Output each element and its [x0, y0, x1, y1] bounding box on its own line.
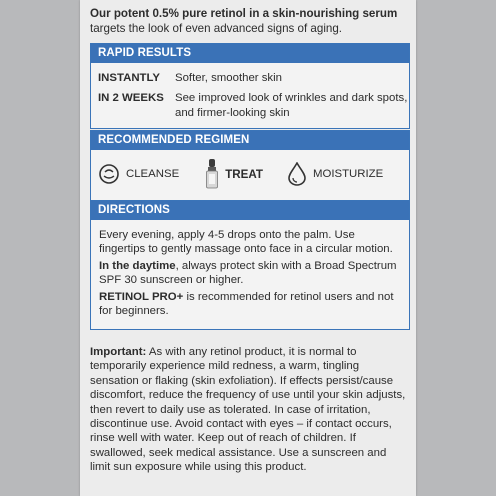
regimen-step-moisturize	[287, 162, 383, 186]
regimen-step-cleanse	[98, 163, 179, 185]
directions-para-1: Every evening, apply 4-5 drops onto the palm. Use fingertips to gently massage onto face in a circular motion.	[99, 229, 393, 255]
rapid-row-value: Softer, smoother skin	[175, 72, 282, 84]
directions-daytime-text: , always protect skin with a Broad Spectrum SPF 30 sunscreen or higher.	[99, 260, 397, 286]
rapid-row-value: See improved look of wrinkles and dark spots, and firmer-looking skin	[175, 92, 408, 119]
rapid-row-instantly	[91, 71, 409, 86]
rapid-row-key: INSTANTLY	[98, 72, 161, 84]
directions-para-2	[99, 259, 400, 287]
important-text: As with any retinol product, it is normal to temporarily experience mild redness, a warm, tingling sensation or flaking (skin exfoliation). If effects persist/cause discomfort, reduce the frequency of use until your skin adjusts, then revert to daily use as tolerated. In case of irritation, discontinue use. Avoid contact with eyes – if contact occurs, rinse well with water. Keep out of reach of children. If swallowed, seek medical assistance. Use a sunscreen and limit sun exposure while using this product.	[90, 346, 406, 474]
rapid-row-2-weeks	[91, 91, 409, 121]
regimen-step-label: MOISTURIZE	[312, 168, 384, 180]
dropper-bottle-icon	[205, 159, 219, 189]
regimen-header: RECOMMENDED REGIMEN	[91, 131, 409, 150]
rapid-row-key: IN 2 WEEKS	[98, 92, 164, 104]
directions-para-3	[99, 290, 400, 318]
regimen-step-treat	[205, 159, 263, 189]
directions-product-name: RETINOL PRO+	[99, 291, 184, 303]
intro-subline: targets the look of even advanced signs of aging.	[90, 22, 343, 35]
regimen-step-label: TREAT	[225, 167, 263, 181]
directions-body	[91, 220, 409, 318]
rapid-results-box	[90, 43, 410, 129]
regimen-box	[90, 130, 410, 201]
directions-box	[90, 200, 410, 330]
rapid-results-header: RAPID RESULTS	[91, 44, 409, 63]
product-label-panel	[80, 0, 416, 496]
directions-product-note: is recommended for retinol users and not for beginners.	[99, 291, 394, 317]
intro-headline: Our potent 0.5% pure retinol in a skin-nourishing serum	[90, 7, 398, 20]
cleanse-icon	[98, 163, 120, 185]
moisturize-drop-icon	[287, 162, 307, 186]
regimen-step-label: CLEANSE	[126, 168, 180, 180]
intro-text	[90, 6, 410, 36]
important-label: Important:	[90, 346, 147, 358]
directions-daytime-label: In the daytime	[99, 260, 176, 272]
directions-header: DIRECTIONS	[91, 201, 409, 220]
important-warning	[90, 345, 408, 475]
regimen-steps	[91, 150, 409, 189]
